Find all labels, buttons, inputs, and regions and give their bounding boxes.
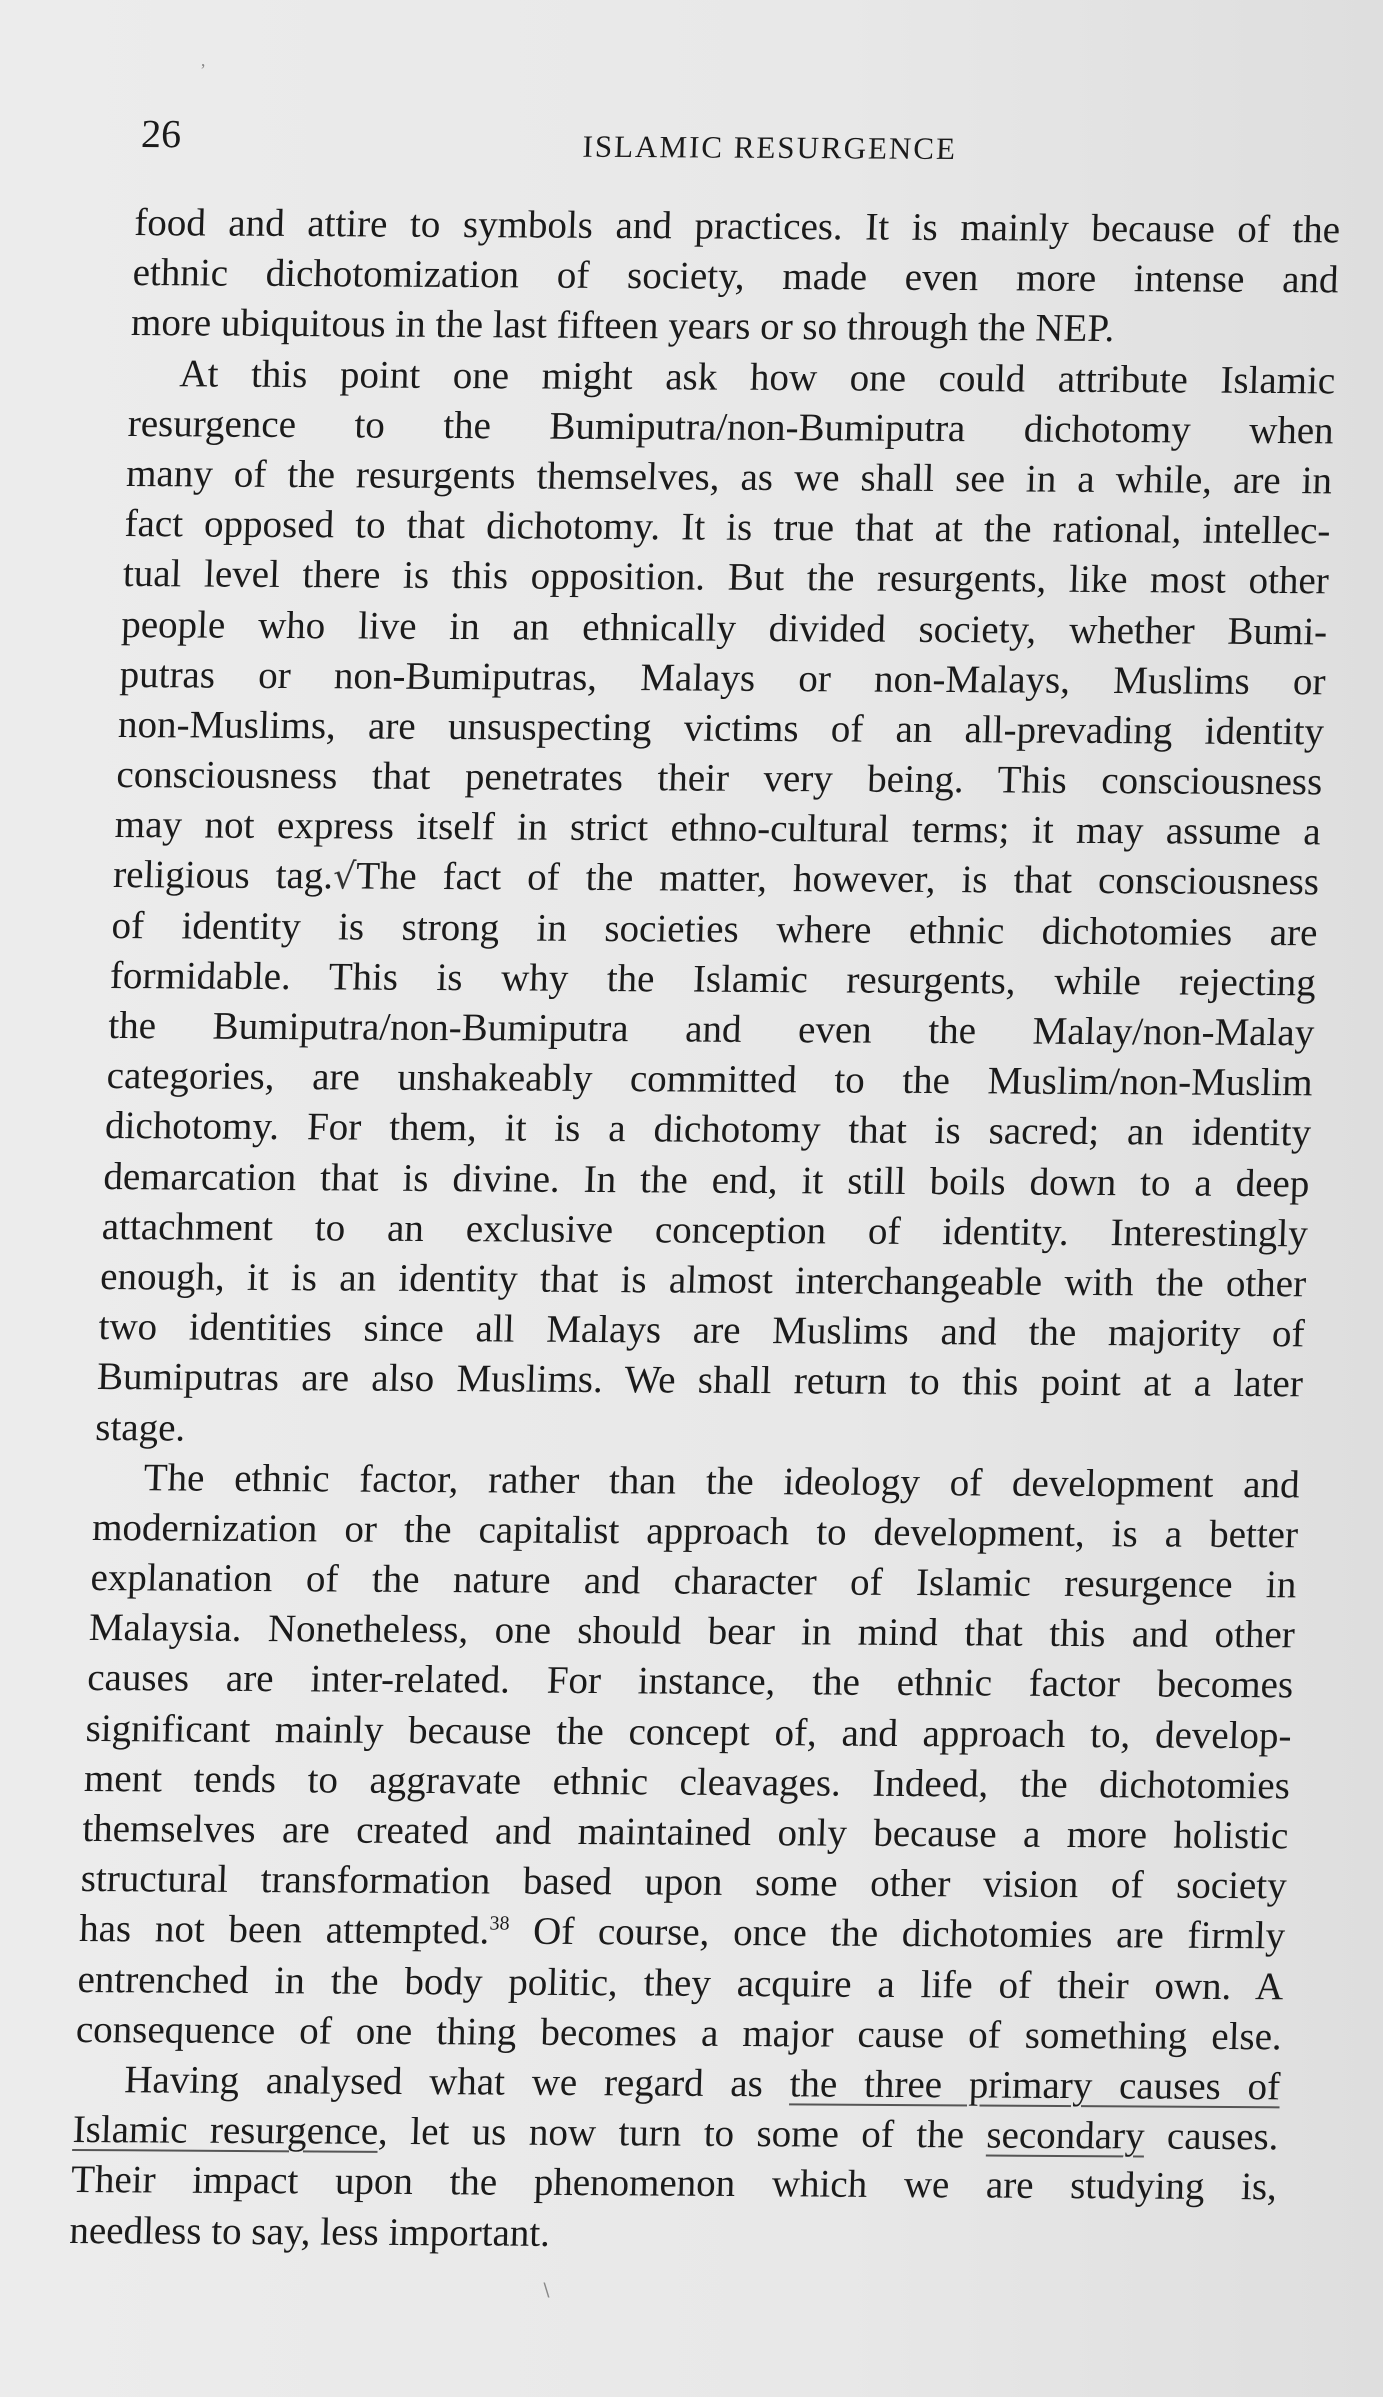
stray-mark-icon: ’	[200, 60, 206, 80]
body-text	[69, 198, 1341, 2263]
pencil-underlined-text: the three primary causes of	[789, 2062, 1281, 2109]
text-line: two identities since all Malays are Muslims and the majority of	[98, 1305, 1306, 1356]
pencil-check-mark-icon: √	[332, 856, 357, 898]
pencil-underlined-text: secondary	[985, 2113, 1146, 2158]
text-line	[74, 2055, 1281, 2113]
text-line: Their impact upon the phenomenon which we are studying is,	[70, 2158, 1278, 2209]
text-line: fact opposed to that dichotomy. It is true that at the rational, intellec-	[123, 502, 1332, 553]
text-line: putras or non-Bumiputras, Malays or non-Malays, Muslims or	[119, 652, 1327, 704]
text-line: At this point one might ask how one could attribute Islamic	[178, 351, 1336, 402]
text-line: modernization or the capitalist approach to development, is a better	[91, 1505, 1299, 1557]
text-line: Bumiputras are also Muslims. We shall return to this point at a later	[96, 1355, 1304, 1406]
text-line: may not express itself in strict ethno-cultural terms; it may assume a	[114, 803, 1322, 854]
text-line: tual level there is this opposition. But the resurgents, like most other	[122, 552, 1330, 603]
text-segment: Of course, once the dichotomies are firmly	[508, 1909, 1286, 1958]
text-line: significant mainly because the concept of, and approach to, develop-	[85, 1706, 1293, 1757]
text-segment: Having analysed what we regard as	[123, 2058, 791, 2106]
text-line: enough, it is an identity that is almost interchangeable with the other	[99, 1254, 1307, 1306]
text-line: attachment to an exclusive conception of identity. Interestingly	[101, 1204, 1309, 1256]
text-line	[78, 1904, 1285, 1962]
text-line: explanation of the nature and character of Islamic resurgence in	[89, 1556, 1298, 1607]
pencil-underlined-text: Islamic resurgence	[72, 2108, 379, 2153]
text-line: the Bumiputra/non-Bumiputra and even the Malay/non-Malay	[107, 1003, 1315, 1055]
text-line: categories, are unshakeably committed to the Muslim/non-Muslim	[106, 1054, 1314, 1105]
text-line: of identity is strong in societies where ethnic dichotomies are	[110, 903, 1319, 954]
text-line	[112, 850, 1319, 908]
text-line: entrenched in the body politic, they acquire a life of their own. A	[76, 1957, 1285, 2008]
text-line: consciousness that penetrates their very being. This consciousness	[115, 753, 1324, 804]
text-line: ment tends to aggravate ethnic cleavages. Indeed, the dichotomies	[83, 1756, 1291, 1808]
text-segment: has not been attempted.	[78, 1907, 491, 1953]
text-line: themselves are created and maintained only because a more holistic	[81, 1806, 1289, 1858]
text-line: more ubiquitous in the last fifteen years or so through the NEP.	[130, 301, 1116, 351]
text-line: demarcation that is divine. In the end, it still boils down to a deep	[102, 1154, 1311, 1205]
text-segment: causes.	[1143, 2114, 1280, 2159]
page-header	[135, 110, 1344, 205]
text-segment: religious tag.	[112, 853, 334, 898]
text-line: Malaysia. Nonetheless, one should bear in mind that this and other	[88, 1606, 1296, 1657]
text-line: stage.	[94, 1405, 187, 1450]
text-line: non-Muslims, are unsuspecting victims of an all-prevading identity	[117, 702, 1325, 754]
text-line: resurgence to the Bumiputra/non-Bumiputra dichotomy when	[127, 401, 1335, 453]
text-line	[72, 2105, 1279, 2163]
footnote-reference: 38	[489, 1912, 510, 1935]
text-segment: , let us now turn to some of the	[377, 2109, 988, 2157]
text-line: many of the resurgents themselves, as we shall see in a while, are in	[125, 451, 1333, 503]
text-line: people who live in an ethnically divided society, whether Bumi-	[120, 602, 1328, 653]
text-line: structural transformation based upon some other vision of society	[80, 1857, 1288, 1908]
text-line: consequence of one thing becomes a major cause of something else.	[75, 2007, 1283, 2059]
text-line: dichotomy. For them, it is a dichotomy that is sacred; an identity	[104, 1104, 1312, 1155]
text-line: causes are inter-related. For instance, the ethnic factor becomes	[86, 1656, 1294, 1707]
text-line: food and attire to symbols and practices. It is mainly because of the	[133, 200, 1341, 252]
text-segment: The fact of the matter, however, is that consciousness	[355, 854, 1320, 904]
stray-mark-icon: ∖	[540, 2280, 552, 2300]
running-title: ISLAMIC RESURGENCE	[582, 128, 958, 167]
text-line: ethnic dichotomization of society, made even more intense and	[132, 251, 1340, 302]
text-line: formidable. This is why the Islamic resurgents, while rejecting	[109, 953, 1317, 1005]
page-number: 26	[140, 111, 182, 157]
text-line: needless to say, less important.	[68, 2208, 551, 2255]
text-line: The ethnic factor, rather than the ideology of development and	[143, 1455, 1301, 1507]
book-page	[69, 110, 1344, 2263]
